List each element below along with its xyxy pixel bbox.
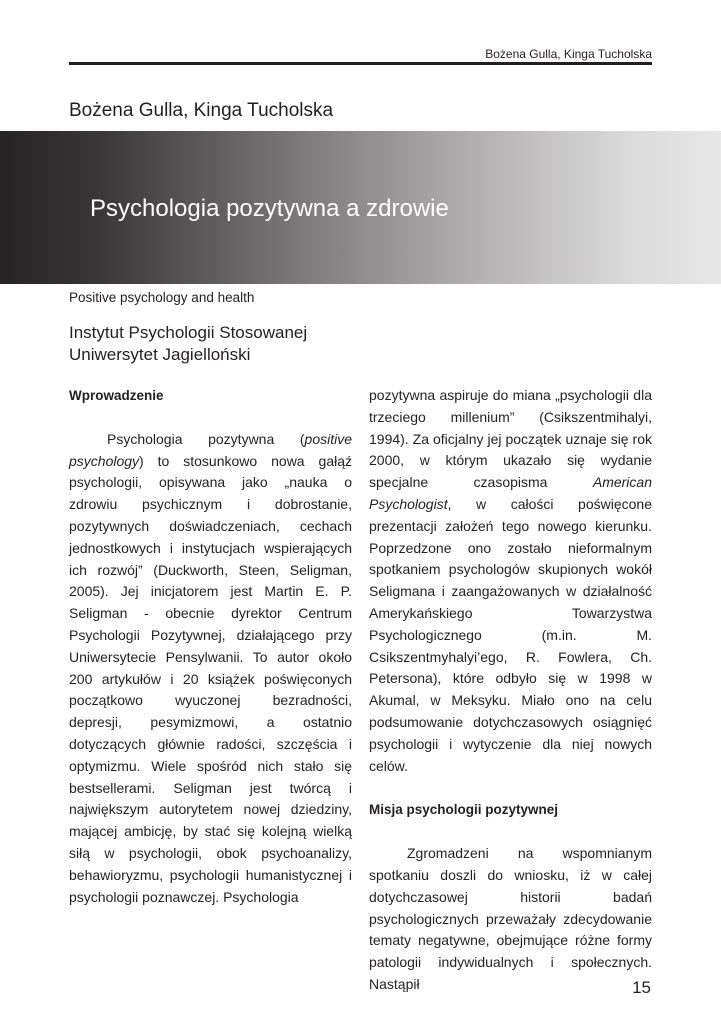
affiliation-university: Uniwersytet Jagielloński xyxy=(69,345,251,364)
section-heading-mission: Misja psychologii pozytywnej xyxy=(369,802,559,818)
column-left xyxy=(69,385,352,908)
intro-paragraph-1 xyxy=(69,429,352,909)
p1-text-a: Psychologia pozytywna ( xyxy=(107,430,305,447)
article-authors: Bożena Gulla, Kinga Tucholska xyxy=(69,100,334,121)
p1-emphasis-1: positive psychology xyxy=(69,430,352,469)
affiliation-institute: Instytut Psychologii Stosowanej xyxy=(69,323,308,342)
intro-paragraph-1-continued: pozytywna aspiruje do miana „psychologii dla trzeciego millenium” (Csikszentmihalyi, 1994). Za oficjalny jej początek uznaje się rok 2000, w którym ukazało się wydanie specjalne czasopisma American Psychologist, w całości poświęcone prezentacji założeń tego nowego kierunku. Poprzedzone ono zostało nieformalnym spotkaniem psychologów skupionych wokół Seligmana i zaangażowanych w działalność Amerykańskiego Towarzystwa Psychologicznego (m.in. M. Csikszentmyhalyi’ego, R. Fowlera, Ch. Petersona), które odbyło się w 1998 w Akumal, w Meksyku. Miało ono na celu podsumowanie dotychczasowych osiągnięć psychologii i wytyczenie dla niej nowych celów. xyxy=(369,387,652,774)
affiliation xyxy=(69,322,307,366)
p1-text-b: ) to stosunkowo nowa gałąź psychologii, opisywana jako „nauka o zdrowiu psychicznym i dobrostanie, pozytywnych doświadczeniach, cechach jednostkowych i instytucjach wspierających ich rozwój” (Duckworth, Steen, Seligman, 2005). Jej inicjatorem jest Martin E. P. Seligman - obecnie dyrektor Centrum Psychologii Pozytywnej, działającego przy Uniwersytecie Pensylwanii. To autor około 200 artykułów i 20 książek poświęconych początkowo wyuczonej bezradności, depresji, pesymizmowi, a ostatnio dotyczących głównie radości, szczęścia i optymizmu. Wiele spośród nich stało się bestsellerami. Seligman jest twórcą i największym autorytetem nowej dziedziny, mającej ambicję, by stać się kolejną wielką siłą w psychologii, obok psychoanalizy, behawioryzmu, psychologii humanistycznej i psychologii poznawczej. Psychologia xyxy=(69,452,352,905)
english-subtitle: Positive psychology and health xyxy=(69,290,255,305)
article-title: Psychologia pozytywna a zdrowie xyxy=(90,195,449,222)
mission-paragraph-1: Zgromadzeni na wspomnianym spotkaniu doszli do wniosku, iż w całej dotychczasowej historii badań psychologicznych przeważały zdecydowanie tematy negatywne, obejmujące różne formy patologii indywidualnych i społecznych. Nastąpił xyxy=(369,845,652,992)
page-number: 15 xyxy=(632,978,651,997)
column-right xyxy=(369,385,652,996)
header-rule xyxy=(69,62,652,65)
section-heading-intro: Wprowadzenie xyxy=(69,388,164,403)
running-head: Bożena Gulla, Kinga Tucholska xyxy=(485,47,652,61)
